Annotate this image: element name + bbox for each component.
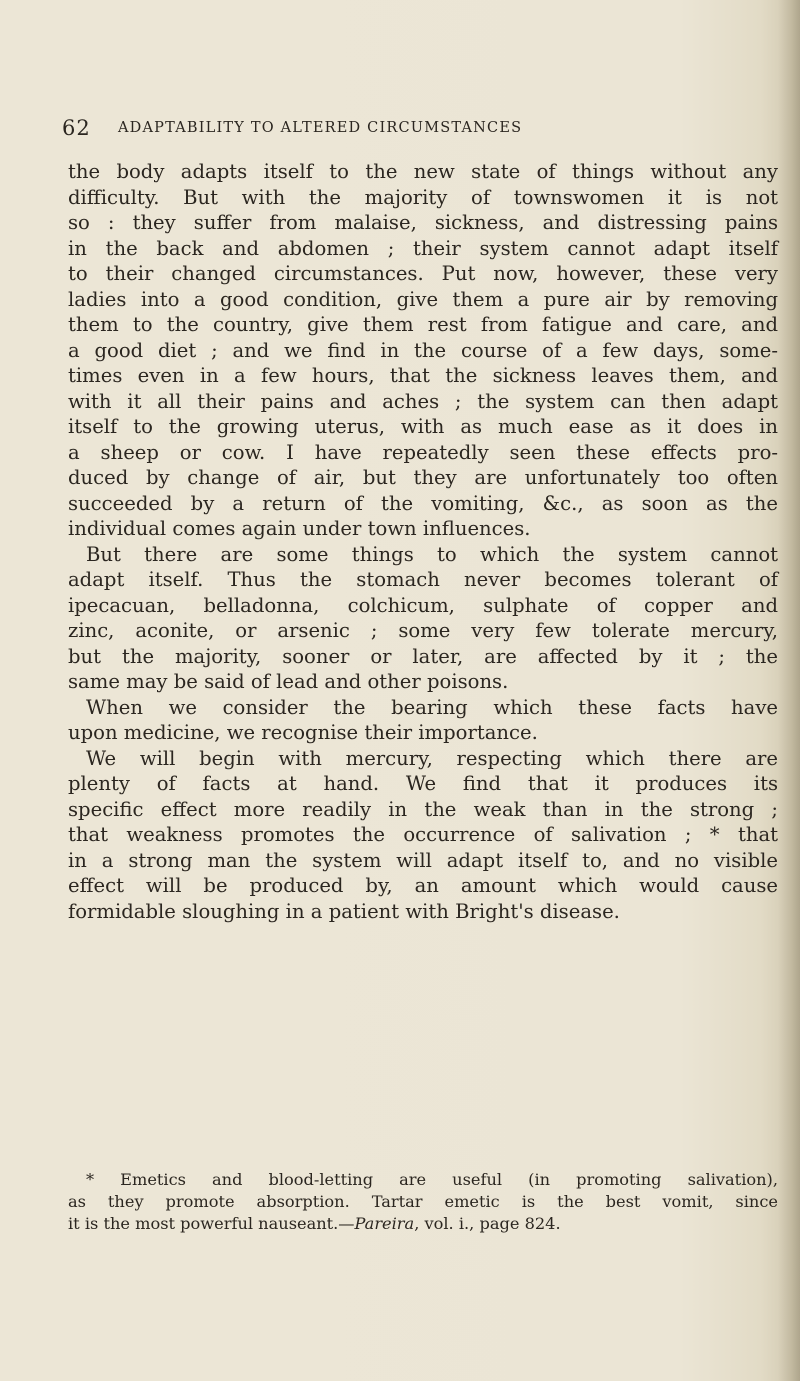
text-line: that weakness promotes the occurrence of salivation ; * that <box>68 823 778 846</box>
body-text <box>68 159 778 924</box>
text-line: a sheep or cow. I have repeatedly seen these effects pro- <box>68 440 778 464</box>
paragraph-end-line: formidable sloughing in a patient with Bright's disease. <box>68 899 620 923</box>
text-line: effect will be produced by, an amount which would cause <box>68 874 778 897</box>
text-line: but the majority, sooner or later, are affected by it ; the <box>68 644 778 668</box>
text-line: difficulty. But with the majority of townswomen it is not <box>68 185 778 209</box>
footnote-line <box>68 1213 778 1235</box>
text-line: so : they suffer from malaise, sickness, and distressing pains <box>68 211 778 234</box>
text-line: them to the country, give them rest from fatigue and care, and <box>68 313 778 336</box>
footnote-citation-author: Pareira <box>354 1214 415 1233</box>
text-line: duced by change of air, but they are unfortunately too often <box>68 466 778 489</box>
text-line: plenty of facts at hand. We find that it produces its <box>68 772 778 795</box>
page-edge-shadow <box>778 0 800 1381</box>
paragraph-end-line: same may be said of lead and other poisons. <box>68 670 509 693</box>
text-line: with it all their pains and aches ; the system can then adapt <box>68 389 778 413</box>
footnote-line: as they promote absorption. Tartar emetic is the best vomit, since <box>68 1192 778 1211</box>
paragraph-start-line: But there are some things to which the system cannot <box>86 542 778 566</box>
text-line: specific effect more readily in the weak than in the strong ; <box>68 797 778 821</box>
text-line: the body adapts itself to the new state of things without any <box>68 160 778 183</box>
footnote-line: * Emetics and blood-letting are useful (in promoting salivation), <box>86 1170 778 1189</box>
text-line: succeeded by a return of the vomiting, &c., as soon as the <box>68 491 778 515</box>
footnote-citation-ref: , vol. i., page 824. <box>414 1214 561 1233</box>
running-title: ADAPTABILITY TO ALTERED CIRCUMSTANCES <box>118 120 523 136</box>
paragraph-start-line: We will begin with mercury, respecting which there are <box>86 746 778 770</box>
text-line: zinc, aconite, or arsenic ; some very few tolerate mercury, <box>68 619 778 642</box>
text-line: times even in a few hours, that the sickness leaves them, and <box>68 364 778 387</box>
text-line: ipecacuan, belladonna, colchicum, sulphate of copper and <box>68 593 778 617</box>
page-number: 62 <box>62 116 91 140</box>
text-line: ladies into a good condition, give them a pure air by removing <box>68 287 778 311</box>
text-line: adapt itself. Thus the stomach never becomes tolerant of <box>68 568 778 591</box>
footnote-text: it is the most powerful nauseant.— <box>68 1214 355 1233</box>
paragraph-end-line: individual comes again under town influences. <box>68 517 531 540</box>
paragraph-end-line: upon medicine, we recognise their importance. <box>68 721 538 744</box>
paragraph-start-line: When we consider the bearing which these facts have <box>86 695 778 719</box>
text-line: in a strong man the system will adapt itself to, and no visible <box>68 848 778 872</box>
text-line: to their changed circumstances. Put now, however, these very <box>68 262 778 285</box>
text-line: in the back and abdomen ; their system cannot adapt itself <box>68 236 778 260</box>
text-line: a good diet ; and we find in the course of a few days, some- <box>68 338 778 362</box>
page-header <box>62 116 762 140</box>
footnote <box>68 1169 778 1235</box>
text-line: itself to the growing uterus, with as much ease as it does in <box>68 415 778 438</box>
